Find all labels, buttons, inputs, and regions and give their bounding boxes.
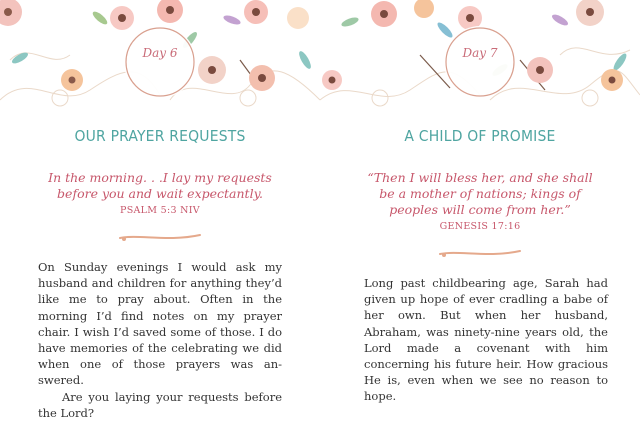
paragraph: On Sunday evenings I would ask my husband and children for anything they’d like me to pray about. Often in the morning I’d find notes on my prayer chair. I wish I’d saved some of those. I do have memories of the celebrating we did when one of those prayers was an-swered. — [38, 260, 282, 388]
scripture-reference: GENESIS 17:16 — [439, 221, 521, 232]
devotion-body — [38, 259, 282, 421]
paragraph: Are you laying your requests before the Lord? — [38, 389, 282, 420]
flourish-divider — [118, 230, 202, 244]
verse-line: be a mother of nations; kings of — [379, 186, 581, 201]
scripture-reference: PSALM 5:3 NIV — [120, 205, 200, 216]
verse-line: In the morning. . .I lay my requests — [48, 170, 272, 185]
devotion-body — [364, 275, 608, 405]
left-page — [0, 0, 320, 420]
verse-line: before you and wait expectantly. — [57, 186, 263, 201]
day-label: Day 6 — [142, 46, 178, 60]
day-label: Day 7 — [462, 46, 498, 60]
devotion-title: OUR PRAYER REQUESTS — [74, 127, 246, 145]
devotion-title: A CHILD OF PROMISE — [404, 127, 556, 145]
paragraph: Long past childbearing age, Sarah had given up hope of ever cradling a babe of her own. But when her husband, Abraham, was ninety-nine years old, the Lord made a covenant with him concerning his future heir. How gracious He is, even when we see no reason to hope. — [364, 276, 608, 404]
verse-line: peoples will come from her.” — [389, 202, 571, 217]
right-page — [320, 0, 640, 420]
flourish-divider — [438, 246, 522, 260]
verse-line: “Then I will bless her, and she shall — [367, 170, 593, 185]
